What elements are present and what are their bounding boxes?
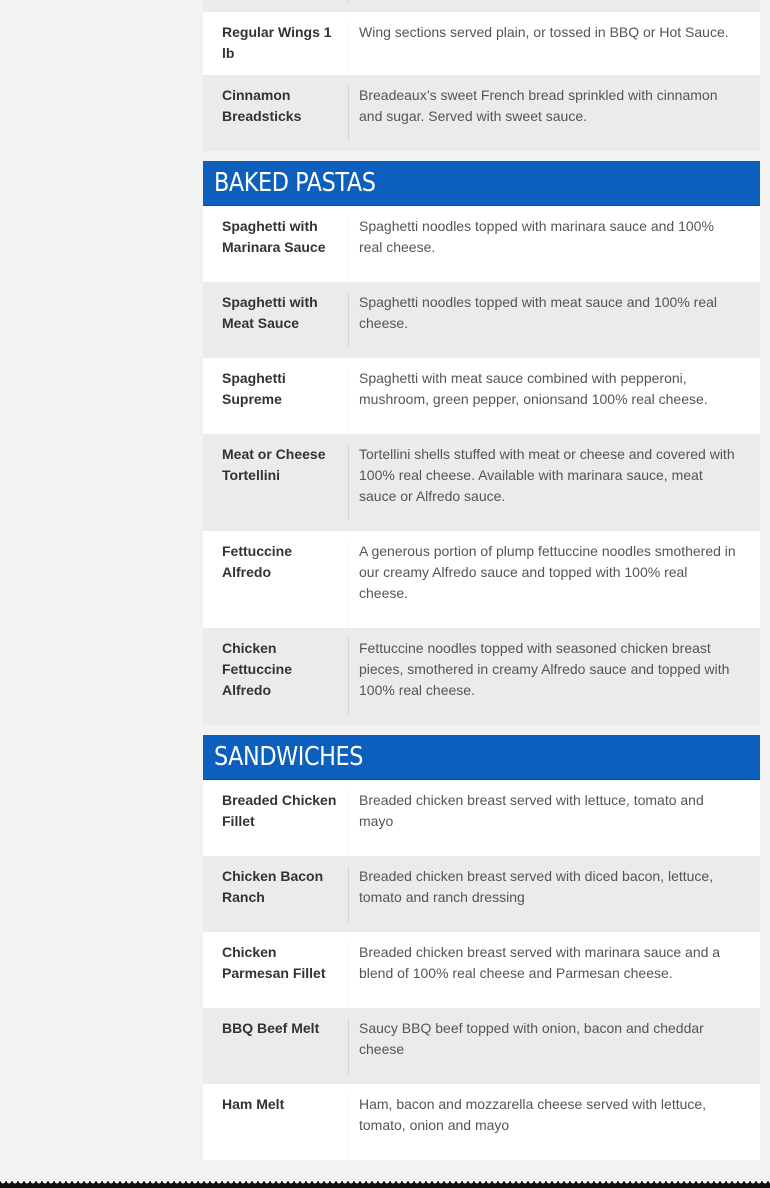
previous-row-end bbox=[203, 0, 760, 12]
item-name: Ham Melt bbox=[222, 1096, 285, 1112]
item-description: Spaghetti noodles topped with marinara sauce and 100% real cheese. bbox=[348, 216, 760, 282]
section-header-sandwiches bbox=[203, 735, 760, 780]
item-description: A generous portion of plump fettuccine noodles smothered in our creamy Alfredo sauce and topped with 100% real cheese. bbox=[348, 541, 760, 628]
item-name: Cinnamon Breadsticks bbox=[222, 87, 302, 124]
menu-item bbox=[203, 780, 760, 856]
item-name: Spaghetti with Marinara Sauce bbox=[222, 218, 326, 255]
item-name: Fettuccine Alfredo bbox=[222, 543, 293, 580]
item-description: Spaghetti noodles topped with meat sauce and 100% real cheese. bbox=[348, 292, 760, 348]
item-name: Chicken Fettuccine Alfredo bbox=[222, 640, 293, 698]
menu-item bbox=[203, 358, 760, 434]
menu-item bbox=[203, 628, 760, 725]
item-name: Spaghetti Supreme bbox=[222, 370, 286, 407]
menu-item bbox=[203, 75, 760, 151]
section-header-baked-pastas bbox=[203, 161, 760, 206]
menu-table bbox=[203, 0, 760, 1160]
item-description: Wing sections served plain, or tossed in BBQ or Hot Sauce. bbox=[348, 22, 760, 75]
item-description: Tortellini shells stuffed with meat or cheese and covered with 100% real cheese. Available with marinara sauce, meat sauce or Alfredo sauce. bbox=[348, 444, 760, 521]
item-name: Chicken Bacon Ranch bbox=[222, 868, 324, 905]
item-description: Spaghetti with meat sauce combined with pepperoni, mushroom, green pepper, onionsand 100% real cheese. bbox=[348, 368, 760, 434]
item-name: Regular Wings 1 lb bbox=[222, 24, 332, 61]
item-name: Chicken Parmesan Fillet bbox=[222, 944, 326, 981]
item-description: Ham, bacon and mozzarella cheese served with lettuce, tomato, onion and mayo bbox=[348, 1094, 760, 1160]
footer-scalloped-border bbox=[0, 1181, 770, 1188]
item-name: Spaghetti with Meat Sauce bbox=[222, 294, 318, 331]
menu-item bbox=[203, 434, 760, 531]
item-name: Meat or Cheese Tortellini bbox=[222, 446, 326, 483]
item-description: Saucy BBQ beef topped with onion, bacon and cheddar cheese bbox=[348, 1018, 760, 1074]
menu-item bbox=[203, 12, 760, 75]
menu-item bbox=[203, 206, 760, 282]
menu-item bbox=[203, 1084, 760, 1160]
item-name: BBQ Beef Melt bbox=[222, 1020, 320, 1036]
item-description: Breaded chicken breast served with lettuce, tomato and mayo bbox=[348, 790, 760, 856]
menu-item bbox=[203, 1008, 760, 1084]
menu-item bbox=[203, 282, 760, 358]
section-title: SANDWICHES bbox=[214, 742, 364, 772]
item-description: Breadeaux’s sweet French bread sprinkled with cinnamon and sugar. Served with sweet sauce. bbox=[348, 85, 760, 141]
menu-item bbox=[203, 856, 760, 932]
item-name: Breaded Chicken Fillet bbox=[222, 792, 337, 829]
menu-item bbox=[203, 932, 760, 1008]
menu-item bbox=[203, 531, 760, 628]
item-description: Fettuccine noodles topped with seasoned chicken breast pieces, smothered in creamy Alfredo sauce and topped with 100% real cheese. bbox=[348, 638, 760, 715]
item-description: Breaded chicken breast served with diced bacon, lettuce, tomato and ranch dressing bbox=[348, 866, 760, 922]
scallop-edge bbox=[0, 1181, 770, 1184]
item-description: Breaded chicken breast served with marinara sauce and a blend of 100% real cheese and Parmesan cheese. bbox=[348, 942, 760, 1008]
section-title: BAKED PASTAS bbox=[214, 168, 376, 198]
